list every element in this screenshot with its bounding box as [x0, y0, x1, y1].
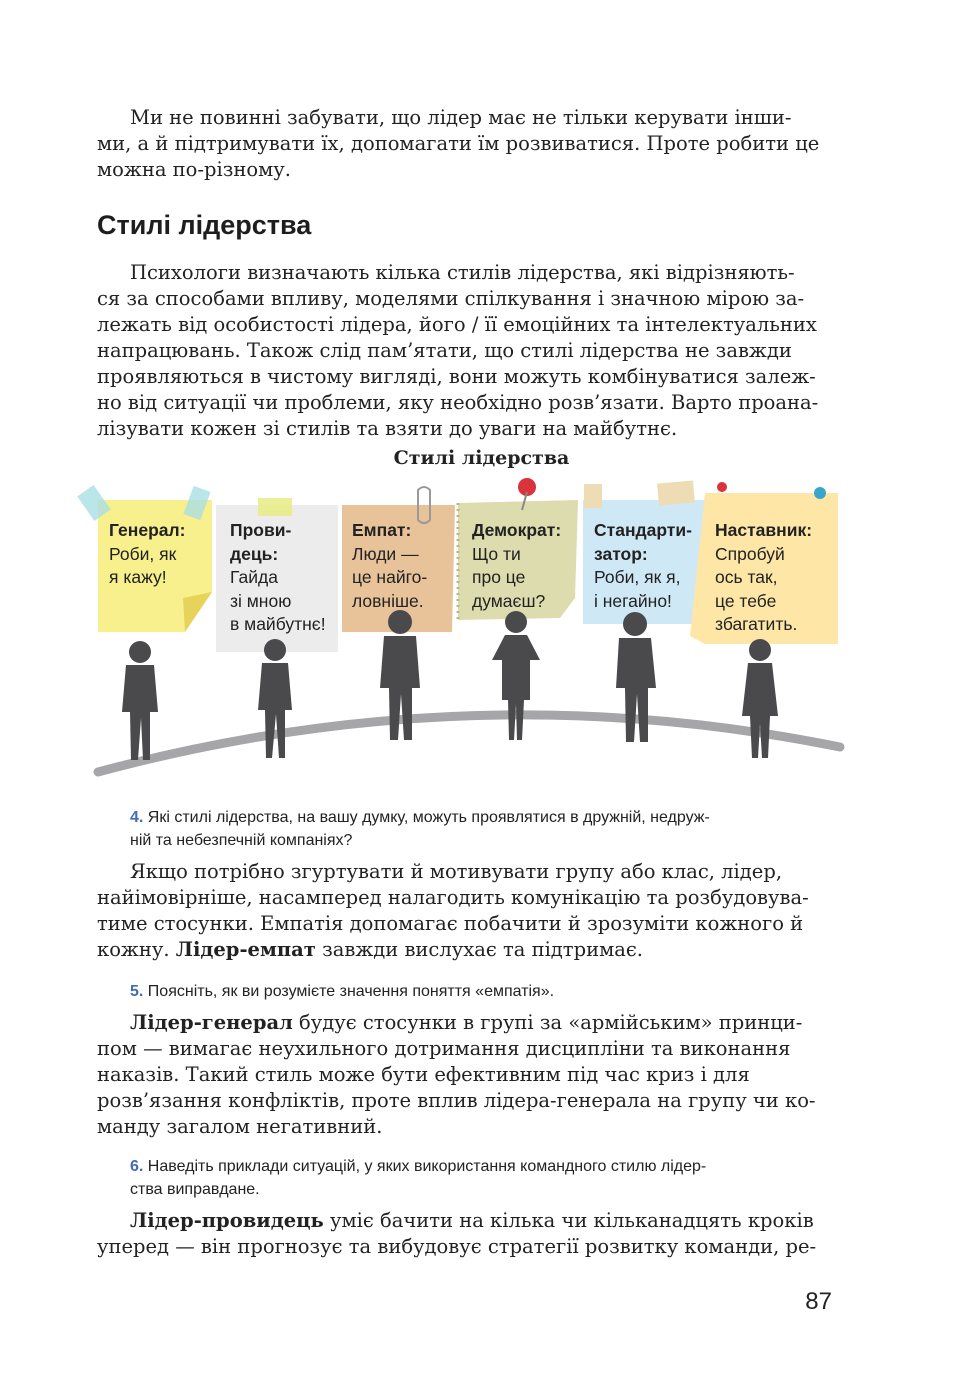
- note-title: Прови-: [230, 520, 292, 540]
- text-line: Ми не повинні забувати, що лідер має не тільки керувати інши-: [130, 106, 792, 129]
- note-line: Роби, як я,: [594, 567, 681, 587]
- text-line: уперед — він прогнозує та вибудовує стратегії розвитку команди, ре-: [97, 1235, 817, 1258]
- tape-icon: [657, 480, 695, 505]
- note-line: Люди —: [352, 543, 419, 564]
- text-line: ми, а й підтримувати їх, допомагати їм розвиватися. Проте робити це: [97, 132, 820, 155]
- note-title: Емпат:: [352, 520, 412, 540]
- note-title: затор:: [594, 543, 648, 564]
- figure-title: Стилі лідерства: [393, 447, 570, 469]
- empath-paragraph: [97, 859, 832, 963]
- text-line: проявляються в чистому вигляді, вони можуть комбінуватися залеж-: [97, 365, 816, 388]
- question-number: 6.: [130, 1158, 144, 1175]
- note-line: думаєш?: [472, 590, 546, 611]
- note-line: ось так,: [715, 567, 778, 587]
- text-line: тиме стосунки. Емпатія допомагає побачити й зрозуміти кожного й: [97, 912, 804, 935]
- text-line: пом — вимагає неухильного дотримання дисципліни та виконання: [97, 1037, 791, 1060]
- text-line: лежать від особистості лідера, його / її емоційних та інтелектуальних: [97, 313, 817, 336]
- text-line: манду загалом негативний.: [97, 1115, 383, 1138]
- person-silhouette-4: [492, 611, 540, 740]
- text-line: напрацювань. Також слід пам’ятати, що стилі лідерства не завжди: [97, 339, 792, 362]
- page-number: 87: [805, 1288, 832, 1315]
- note-line: зі мною: [230, 590, 292, 611]
- note-line: Роби, як: [109, 543, 177, 564]
- question-text: ній та небезпечній компаніях?: [130, 832, 353, 849]
- note-democrat-text: [472, 519, 561, 613]
- pushpin-icon: [814, 487, 826, 499]
- text-line: найімовірніше, насамперед налагодить комунікацію та розбудовува-: [97, 886, 809, 909]
- term-empath: Лідер-емпат: [175, 938, 316, 961]
- tape-icon: [258, 498, 292, 516]
- note-line: це тебе: [715, 590, 777, 611]
- question-4: [130, 806, 832, 852]
- text-line: наказів. Такий стиль може бути ефективним під час криз і для: [97, 1063, 750, 1086]
- floor-arc: [98, 715, 840, 772]
- note-visionary-text: [230, 519, 326, 637]
- question-number: 4.: [130, 809, 144, 826]
- note-line: в майбутнє!: [230, 614, 326, 634]
- question-text: Поясніть, як ви розумієте значення поняття «емпатія».: [147, 983, 555, 1000]
- note-general-text: [109, 519, 185, 590]
- question-text: ства виправдане.: [130, 1181, 260, 1198]
- note-line: я кажу!: [109, 567, 167, 587]
- text-line: ся за способами впливу, моделями спілкування і значною мірою за-: [97, 287, 805, 310]
- question-text: Наведіть приклади ситуацій, у яких використання командного стилю лідер-: [147, 1158, 707, 1175]
- styles-paragraph: [97, 260, 832, 442]
- note-line: Гайда: [230, 567, 278, 587]
- text-line: но від ситуації чи проблеми, яку необхідно розв’язати. Варто проана-: [97, 391, 819, 414]
- general-paragraph: [97, 1010, 832, 1140]
- note-mentor-text: [715, 519, 812, 637]
- tape-icon: [584, 484, 602, 508]
- term-visionary: Лідер-провидець: [130, 1209, 324, 1232]
- note-title: дець:: [230, 543, 279, 564]
- text-line: розв’язання конфліктів, проте вплив лідера-генерала на групу чи ко-: [97, 1089, 816, 1112]
- text-line: лізувати кожен зі стилів та взяти до уваги на майбутнє.: [97, 417, 678, 440]
- text-line: кожну. Лідер-емпат завжди вислухає та підтримає.: [97, 938, 643, 961]
- term-general: Лідер-генерал: [130, 1011, 293, 1034]
- note-line: Що ти: [472, 543, 521, 564]
- note-standardizer-text: [594, 519, 692, 613]
- intro-paragraph: [97, 105, 832, 183]
- note-title: Наставник:: [715, 520, 813, 540]
- text-line: Лідер-генерал будує стосунки в групі за «армійським» принци-: [130, 1011, 803, 1034]
- note-line: ловніше.: [352, 590, 424, 611]
- pushpin-icon: [717, 482, 727, 492]
- note-line: про це: [472, 567, 526, 587]
- text-line: Лідер-провидець уміє бачити на кілька чи кільканадцять кроків: [130, 1209, 814, 1232]
- person-silhouette-1: [122, 641, 158, 760]
- text-line: Якщо потрібно згуртувати й мотивувати групу або клас, лідер,: [130, 860, 783, 883]
- note-title: Демократ:: [472, 520, 562, 540]
- text-line: можна по-різному.: [97, 158, 291, 181]
- note-title: Стандарти-: [594, 520, 692, 540]
- section-title: Стилі лідерства: [97, 210, 312, 240]
- question-text: Які стилі лідерства, на вашу думку, можуть проявлятися в дружній, недруж-: [147, 809, 710, 826]
- note-empath-text: [352, 519, 427, 613]
- note-line: Спробуй: [715, 543, 785, 564]
- note-title: Генерал:: [109, 520, 186, 540]
- note-line: це найго-: [352, 567, 428, 587]
- person-silhouette-6: [742, 639, 778, 758]
- question-5: [130, 980, 832, 1003]
- note-line: збагатить.: [715, 614, 798, 634]
- question-number: 5.: [130, 983, 144, 1000]
- visionary-paragraph: [97, 1208, 832, 1260]
- question-6: [130, 1155, 832, 1201]
- text-line: Психологи визначають кілька стилів лідерства, які відрізняють-: [130, 261, 795, 284]
- note-line: і негайно!: [594, 590, 672, 611]
